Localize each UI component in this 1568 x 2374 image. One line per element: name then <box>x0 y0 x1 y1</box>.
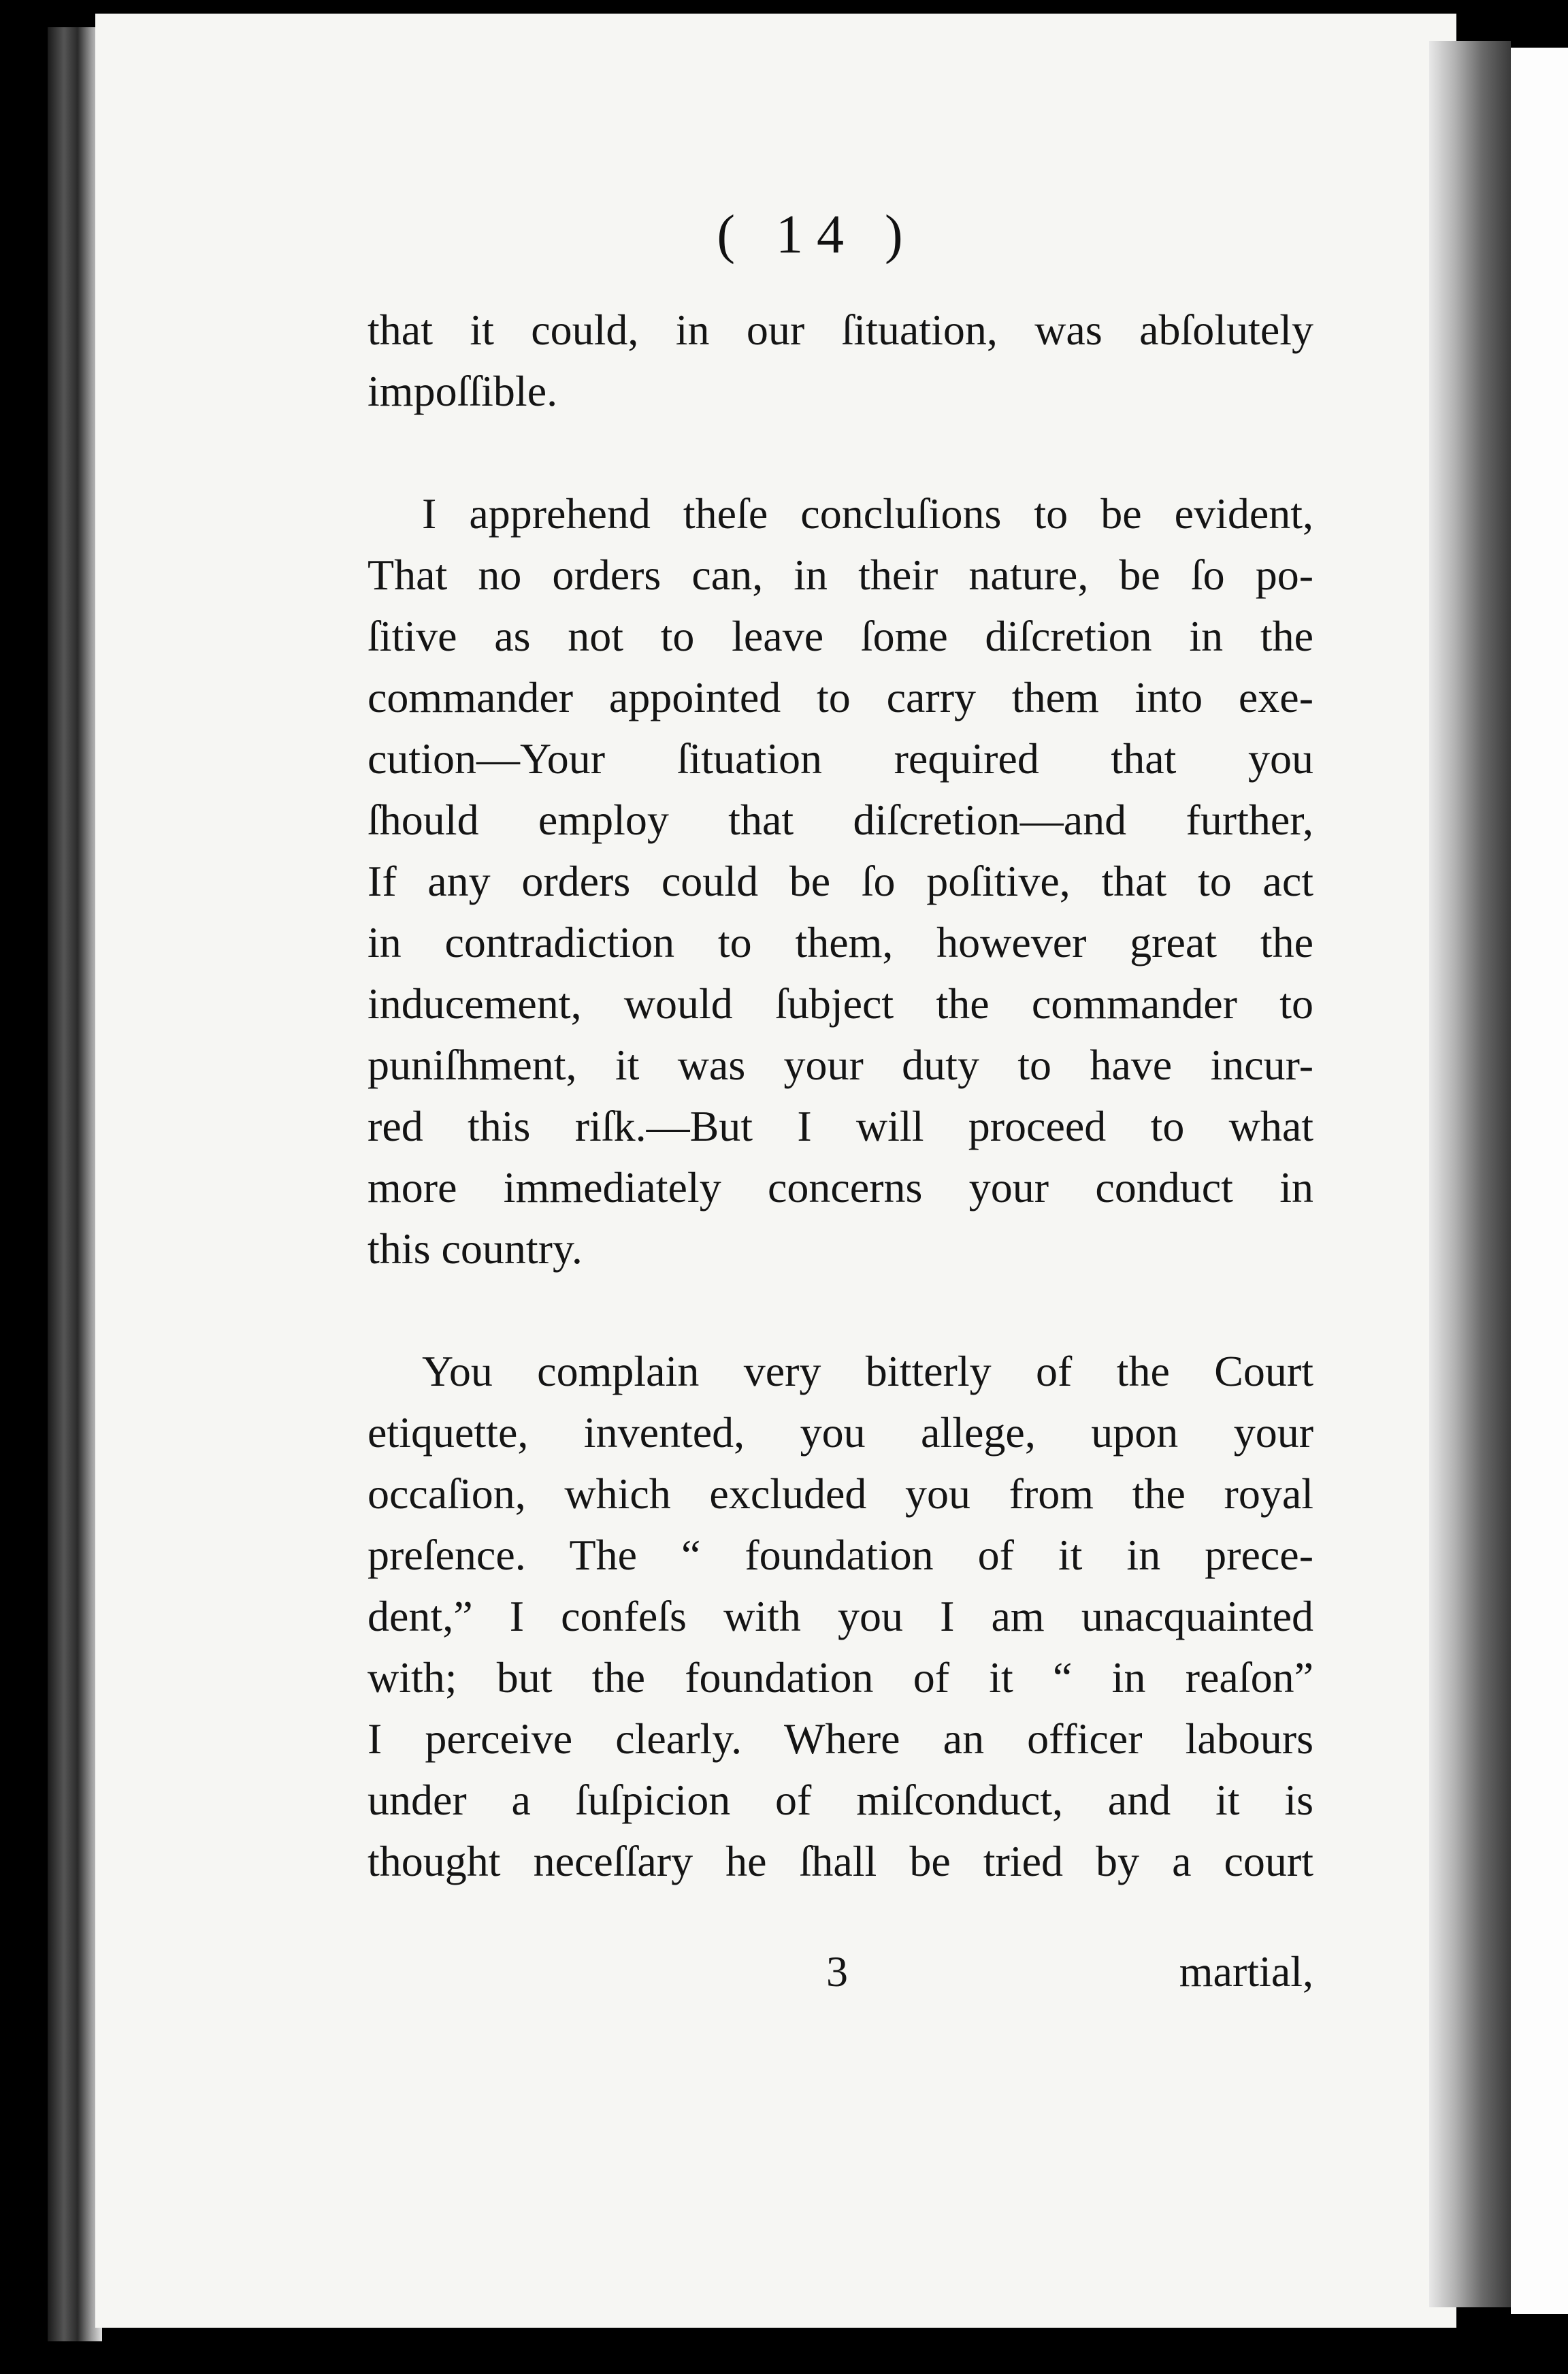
text-line: more immediately concerns your conduct in <box>368 1163 1313 1212</box>
text-line: I apprehend theſe concluſions to be evident, <box>422 489 1313 538</box>
text-line: I perceive clearly. Where an officer labours <box>368 1714 1313 1763</box>
paragraph-2 <box>368 483 1313 1280</box>
text-line: in contradiction to them, however great the <box>368 918 1313 966</box>
text-line: ſitive as not to leave ſome diſcretion in the <box>368 612 1313 660</box>
text-line: preſence. The “ foundation of it in prece- <box>368 1531 1313 1579</box>
text-line: That no orders can, in their nature, be ſo po- <box>368 551 1313 599</box>
gutter-shadow <box>1429 41 1511 2307</box>
facing-page-strip <box>1511 48 1568 2314</box>
text-line: this country. <box>368 1224 583 1273</box>
text-line: impoſſible. <box>368 367 558 415</box>
text-line: occaſion, which excluded you from the royal <box>368 1469 1313 1518</box>
text-line: that it could, in our ſituation, was abſolutely <box>368 306 1313 354</box>
text-line: with; but the foundation of it “ in reaſon” <box>368 1653 1313 1702</box>
text-line: under a ſuſpicion of miſconduct, and it is <box>368 1776 1313 1824</box>
text-line: ſhould employ that diſcretion—and further, <box>368 796 1313 844</box>
paragraph-3 <box>368 1341 1313 1892</box>
catchword: martial, <box>1179 1947 1313 1996</box>
text-line: inducement, would ſubject the commander to <box>368 979 1313 1028</box>
text-line: commander appointed to carry them into exe- <box>368 673 1313 721</box>
text-line: You complain very bitterly of the Court <box>422 1347 1313 1395</box>
signature-mark: 3 <box>826 1947 848 1996</box>
text-line: puniſhment, it was your duty to have incur- <box>368 1041 1313 1089</box>
text-line: thought neceſſary he ſhall be tried by a court <box>368 1837 1313 1885</box>
book-page-edges <box>48 27 102 2341</box>
text-line: dent,” I confeſs with you I am unacquainted <box>368 1592 1313 1640</box>
body-text <box>368 299 1313 1892</box>
paragraph-1 <box>368 299 1313 422</box>
text-line: If any orders could be ſo poſitive, that to act <box>368 857 1313 905</box>
text-line: cution—Your ſituation required that you <box>368 734 1313 783</box>
text-line: etiquette, invented, you allege, upon your <box>368 1408 1313 1457</box>
text-line: red this riſk.—But I will proceed to what <box>368 1102 1313 1150</box>
page-number: ( 14 ) <box>717 205 917 265</box>
